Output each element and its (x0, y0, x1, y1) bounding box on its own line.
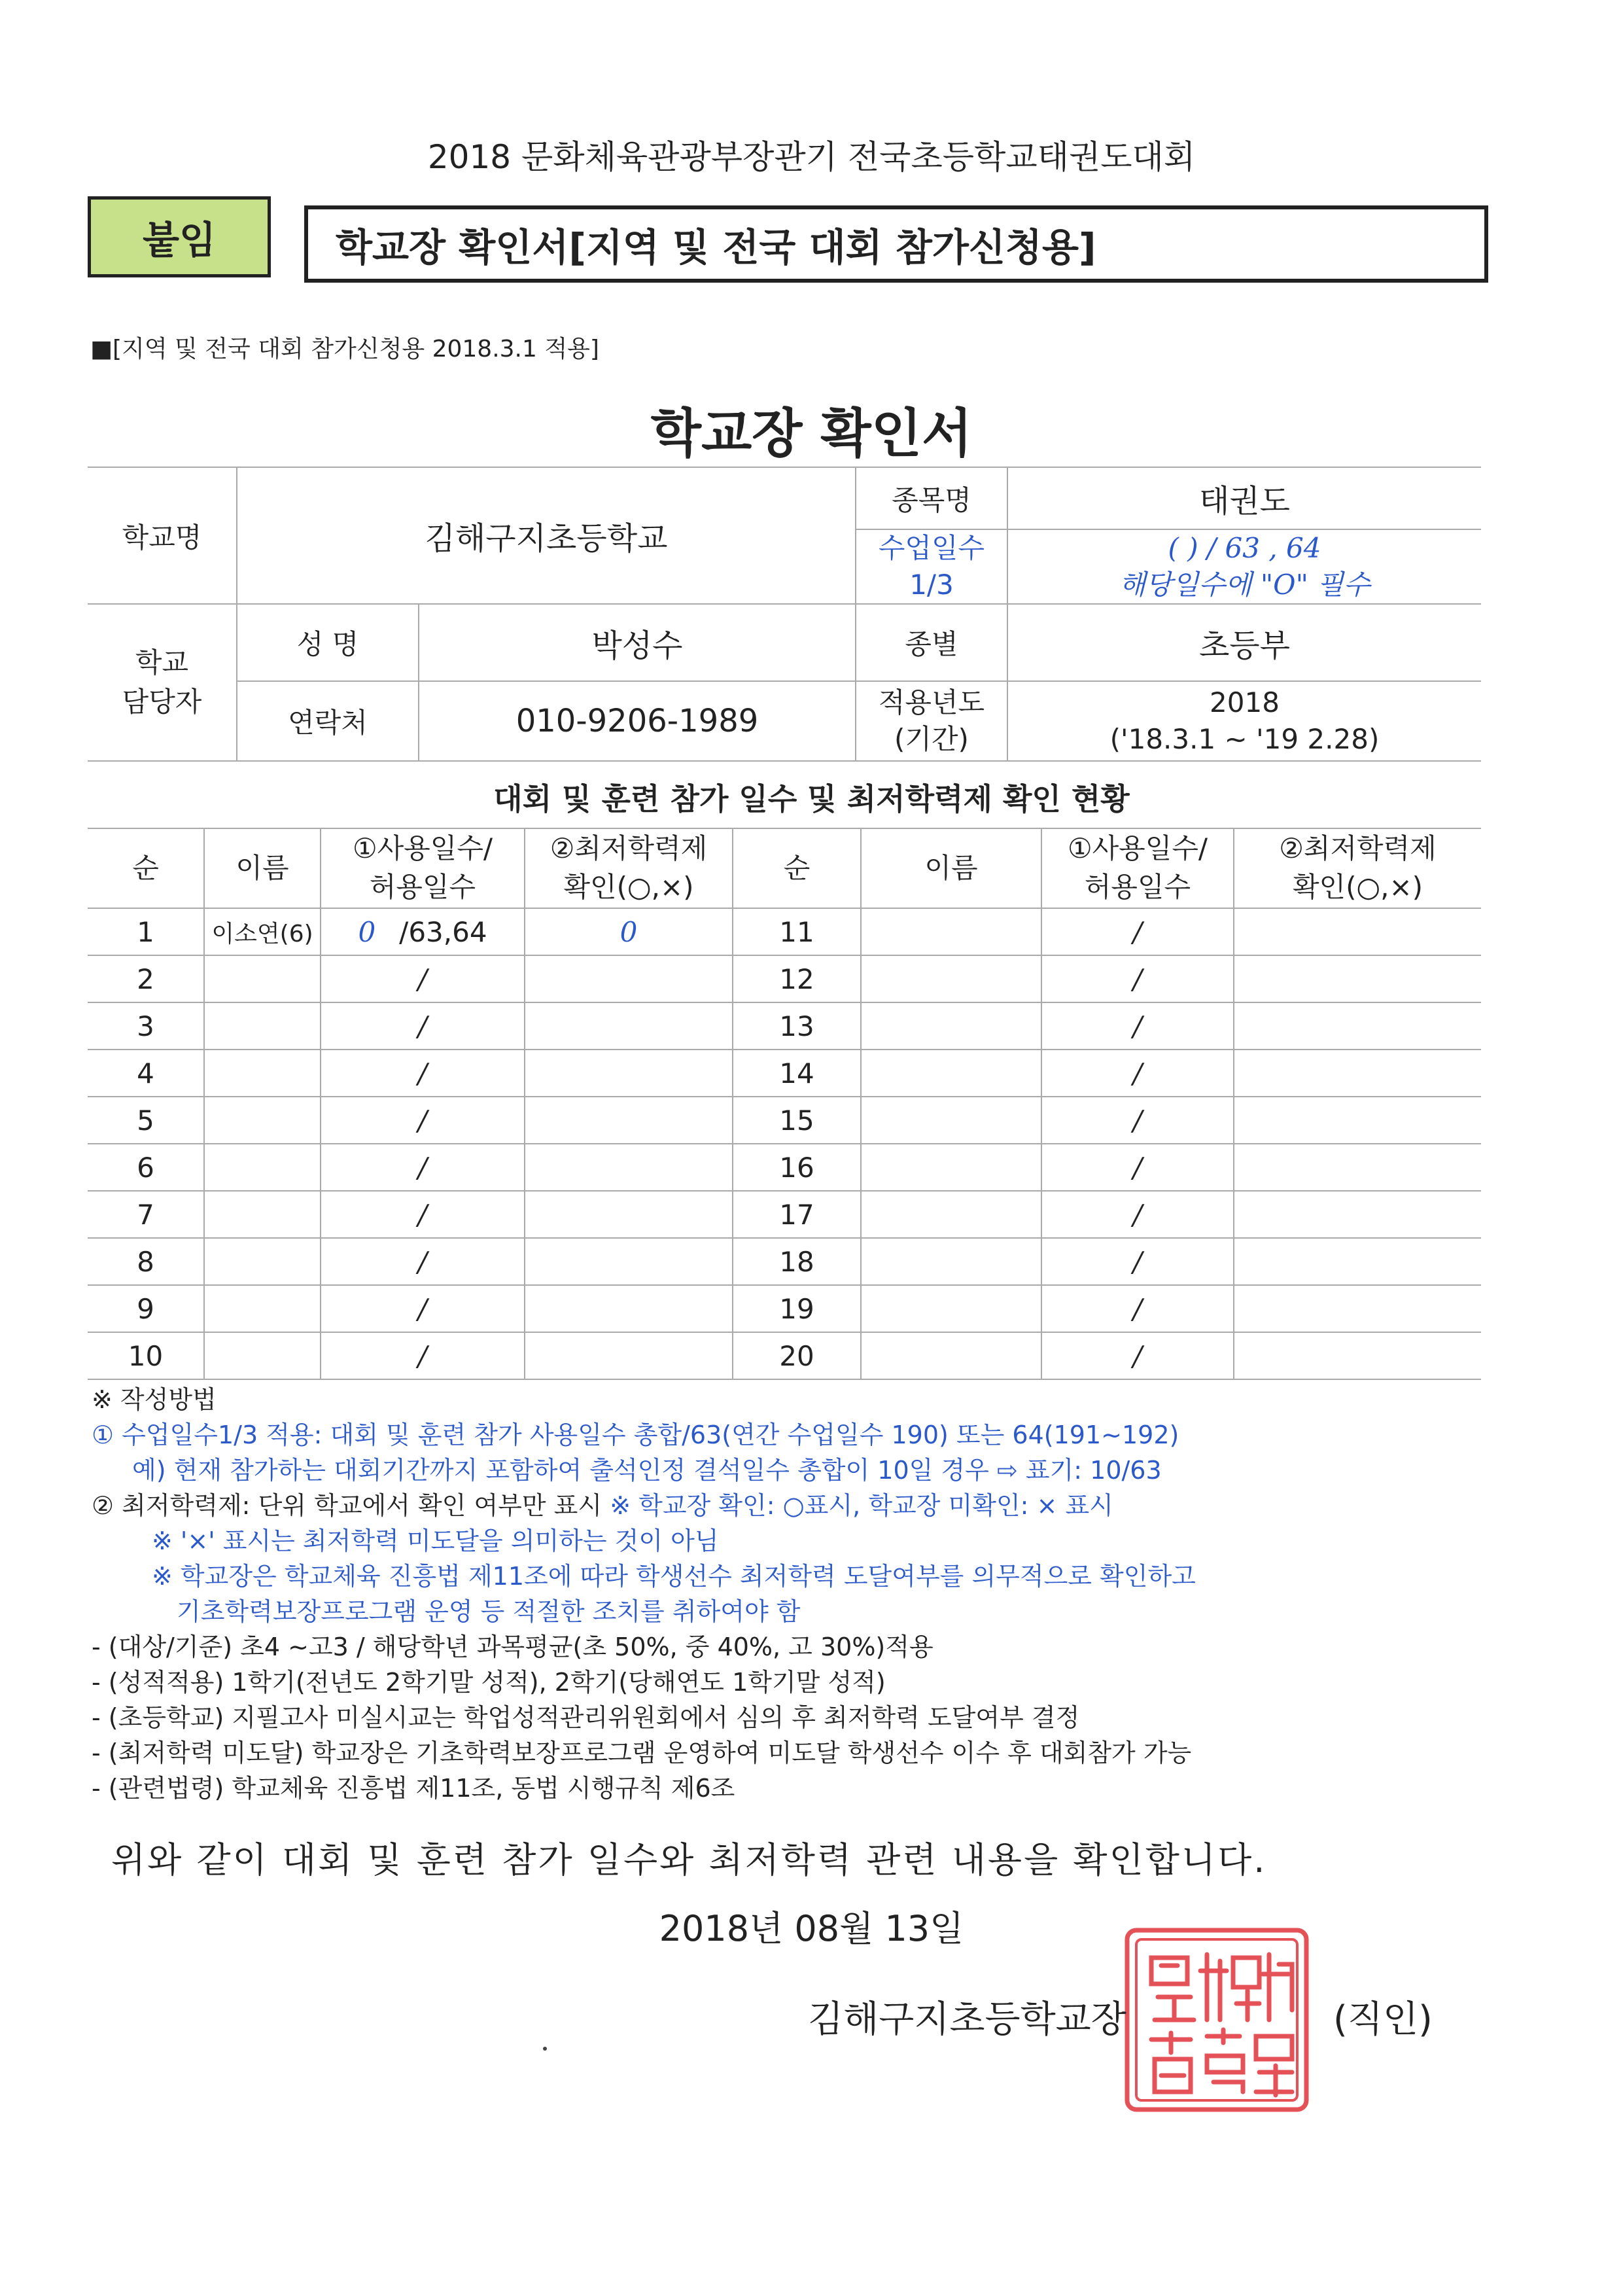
row-name-right (861, 1332, 1041, 1379)
row-name-left (204, 1238, 321, 1285)
row-number-right: 14 (733, 1050, 861, 1097)
row-min-left (525, 955, 733, 1002)
event-title: 2018 문화체육관광부장관기 전국초등학교태권도대회 (427, 138, 1196, 176)
row-used-left: / (321, 1285, 525, 1332)
row-number-right: 18 (733, 1238, 861, 1285)
row-name-right (861, 1144, 1041, 1191)
note-x-mark: ※ '×' 표시는 최저학력 미도달을 의미하는 것이 아님 (152, 1527, 719, 1555)
row-used-right: / (1041, 1285, 1234, 1332)
header-min-left-2: 확인(○,×) (563, 871, 694, 903)
note-dash-5: - (관련법령) 학교체육 진흥법 제11조, 동법 시행규칙 제6조 (92, 1774, 735, 1803)
row-used-right: / (1041, 1002, 1234, 1050)
sport-value: 태권도 (1007, 467, 1481, 529)
note-duty-1: ※ 학교장은 학교체육 진흥법 제11조에 따라 학생선수 최저학력 도달여부를 의무적으로 확인하고 (152, 1562, 1196, 1591)
row-name-left (204, 1002, 321, 1050)
participation-table (88, 828, 1481, 1380)
row-used-left: / (321, 1097, 525, 1144)
class-days-value-cell (1007, 529, 1481, 604)
table-row (88, 955, 1481, 1002)
row-name-right (861, 955, 1041, 1002)
note-item-1-line-2: 예) 현재 참가하는 대회기간까지 포함하여 출석인정 결석일수 총합이 10일 경우 ⇨ 표기: 10/63 (132, 1456, 1162, 1485)
row-number-left: 2 (88, 955, 204, 1002)
row-min-right (1234, 1002, 1481, 1050)
row-min-right (1234, 1238, 1481, 1285)
table-row (88, 1144, 1481, 1191)
row-used-left: / (321, 955, 525, 1002)
header-min-right-1: ②최저학력제 (1279, 832, 1437, 865)
school-label: 학교명 (88, 467, 237, 604)
header-min-right (1234, 828, 1481, 908)
scan-speck (543, 2047, 547, 2051)
class-days-value: ( ) / 63 , 64 (1168, 532, 1321, 564)
row-used-mark: 0 (358, 915, 376, 948)
row-used-right: / (1041, 1097, 1234, 1144)
row-used-right: / (1041, 1238, 1234, 1285)
note-dash-2: - (성적적용) 1학기(전년도 2학기말 성적), 2학기(당해연도 1학기말 성적) (92, 1668, 886, 1697)
row-min-left: 0 (525, 908, 733, 955)
writing-notes (92, 1382, 1498, 1806)
row-number-right: 20 (733, 1332, 861, 1379)
row-name-right (861, 1285, 1041, 1332)
row-name-right (861, 1002, 1041, 1050)
row-min-left (525, 1002, 733, 1050)
class-days-label (856, 529, 1007, 604)
row-used-left (321, 908, 525, 955)
note-dash-1: - (대상/기준) 초4 ~고3 / 해당학년 과목평균(초 50%, 중 40%, 고 30%)적용 (92, 1633, 934, 1661)
manager-label-1: 학교 (135, 646, 189, 679)
year-value-cell (1007, 681, 1481, 761)
name-label: 성 명 (237, 604, 419, 681)
seal-label: (직인) (1333, 1998, 1433, 2041)
row-name-right (861, 908, 1041, 955)
row-name-left (204, 955, 321, 1002)
row-used-right: / (1041, 1191, 1234, 1238)
note-item-1-line-1: ① 수업일수1/3 적용: 대회 및 훈련 참가 사용일수 총합/63(연간 수업일수 190) 또는 64(191~192) (92, 1421, 1179, 1449)
table-row (88, 1050, 1481, 1097)
class-days-hint: 해당일수에 "O" 필수 (1119, 569, 1370, 601)
attachment-badge: 붙임 (88, 196, 271, 277)
row-name-left (204, 1191, 321, 1238)
row-number-right: 15 (733, 1097, 861, 1144)
row-name-left (204, 1144, 321, 1191)
row-min-left (525, 1332, 733, 1379)
note-item-2-prefix: ② 최저학력제: 단위 학교에서 확인 여부만 표시 (92, 1491, 602, 1520)
row-min-right (1234, 1332, 1481, 1379)
row-used-right: / (1041, 1144, 1234, 1191)
header-name-left: 이름 (204, 828, 321, 908)
row-min-left (525, 1285, 733, 1332)
row-used-left: / (321, 1050, 525, 1097)
header-no-right: 순 (733, 828, 861, 908)
section-title: 대회 및 훈련 참가 일수 및 최저학력제 확인 현황 (493, 781, 1130, 817)
document-date: 2018년 08월 13일 (659, 1908, 964, 1949)
table-row (88, 1238, 1481, 1285)
form-banner: 학교장 확인서[지역 및 전국 대회 참가신청용] (304, 205, 1488, 283)
row-min-right (1234, 1144, 1481, 1191)
row-min-left (525, 1144, 733, 1191)
row-min-left (525, 1050, 733, 1097)
year-value: 2018 (1210, 686, 1280, 718)
header-min-left (525, 828, 733, 908)
row-name-left (204, 1285, 321, 1332)
row-number-right: 19 (733, 1285, 861, 1332)
row-number-right: 11 (733, 908, 861, 955)
row-number-left: 10 (88, 1332, 204, 1379)
table-row (88, 1097, 1481, 1144)
manager-label-2: 담당자 (122, 686, 202, 718)
row-number-left: 7 (88, 1191, 204, 1238)
header-used-right-1: ①사용일수/ (1067, 832, 1208, 865)
table-row (88, 908, 1481, 955)
row-used-right: / (1041, 908, 1234, 955)
row-min-right (1234, 1097, 1481, 1144)
row-min-right (1234, 1191, 1481, 1238)
year-period: ('18.3.1 ~ '19 2.28) (1109, 723, 1380, 755)
year-label-2: (기간) (894, 723, 969, 755)
row-number-left: 6 (88, 1144, 204, 1191)
note-dash-4: - (최저학력 미도달) 학교장은 기초학력보장프로그램 운영하여 미도달 학생선수 이수 후 대회참가 가능 (92, 1739, 1192, 1767)
row-min-right (1234, 955, 1481, 1002)
school-value: 김해구지초등학교 (237, 467, 856, 604)
row-used-right: / (1041, 955, 1234, 1002)
row-used-right: / (1041, 1332, 1234, 1379)
row-number-left: 5 (88, 1097, 204, 1144)
class-days-label-1: 수업일수 (878, 532, 985, 564)
row-name-left (204, 1050, 321, 1097)
contact-label: 연락처 (237, 681, 419, 761)
confirmation-statement: 위와 같이 대회 및 훈련 참가 일수와 최저학력 관련 내용을 확인합니다. (111, 1839, 1267, 1881)
notes-heading: ※ 작성방법 (92, 1385, 217, 1414)
row-number-left: 4 (88, 1050, 204, 1097)
table-row (88, 1285, 1481, 1332)
note-item-2-suffix: ※ 학교장 확인: ○표시, 학교장 미확인: × 표시 (610, 1491, 1113, 1520)
row-number-left: 1 (88, 908, 204, 955)
row-used-left: / (321, 1332, 525, 1379)
signature-school: 김해구지초등학교장 (808, 1998, 1126, 2041)
info-table (88, 467, 1481, 762)
row-min-left (525, 1238, 733, 1285)
sport-label: 종목명 (856, 467, 1007, 529)
row-number-right: 12 (733, 955, 861, 1002)
row-used-left: / (321, 1002, 525, 1050)
row-used-rest: /63,64 (399, 915, 487, 948)
header-min-left-1: ②최저학력제 (550, 832, 708, 865)
year-label (856, 681, 1007, 761)
note-dash-3: - (초등학교) 지필고사 미실시교는 학업성적관리위원회에서 심의 후 최저학력 도달여부 결정 (92, 1703, 1080, 1732)
division-value: 초등부 (1007, 604, 1481, 681)
row-min-right (1234, 1285, 1481, 1332)
row-number-right: 16 (733, 1144, 861, 1191)
row-name-right (861, 1238, 1041, 1285)
division-label: 종별 (856, 604, 1007, 681)
table-row (88, 1002, 1481, 1050)
row-number-right: 17 (733, 1191, 861, 1238)
row-name-right (861, 1191, 1041, 1238)
row-min-right (1234, 1050, 1481, 1097)
row-min-left (525, 1191, 733, 1238)
row-name-right (861, 1097, 1041, 1144)
contact-value: 010-9206-1989 (419, 681, 856, 761)
apply-note: ■[지역 및 전국 대회 참가신청용 2018.3.1 적용] (90, 336, 599, 362)
year-label-1: 적용년도 (878, 686, 985, 718)
table-row (88, 1332, 1481, 1379)
row-number-right: 13 (733, 1002, 861, 1050)
header-used-left-1: ①사용일수/ (352, 832, 493, 865)
row-min-right (1234, 908, 1481, 955)
row-number-left: 3 (88, 1002, 204, 1050)
note-item-2 (92, 1488, 1498, 1523)
row-name-left: 이소연(6) (204, 908, 321, 955)
row-used-left: / (321, 1144, 525, 1191)
row-name-right (861, 1050, 1041, 1097)
row-number-left: 9 (88, 1285, 204, 1332)
header-name-right: 이름 (861, 828, 1041, 908)
header-used-left-2: 허용일수 (369, 871, 476, 903)
row-used-left: / (321, 1238, 525, 1285)
header-used-left (321, 828, 525, 908)
document-title: 학교장 확인서 (650, 403, 973, 464)
row-number-left: 8 (88, 1238, 204, 1285)
header-no-left: 순 (88, 828, 204, 908)
row-name-left (204, 1332, 321, 1379)
header-used-right-2: 허용일수 (1084, 871, 1191, 903)
name-value: 박성수 (419, 604, 856, 681)
row-used-left: / (321, 1191, 525, 1238)
header-min-right-2: 확인(○,×) (1292, 871, 1423, 903)
table-row (88, 1191, 1481, 1238)
row-used-right: / (1041, 1050, 1234, 1097)
row-min-left (525, 1097, 733, 1144)
row-name-left (204, 1097, 321, 1144)
note-duty-2: 기초학력보장프로그램 운영 등 적절한 조치를 취하여야 함 (177, 1597, 801, 1626)
header-used-right (1041, 828, 1234, 908)
manager-label (88, 604, 237, 761)
official-seal-image (1122, 1925, 1312, 2115)
class-days-label-2: 1/3 (909, 569, 954, 601)
